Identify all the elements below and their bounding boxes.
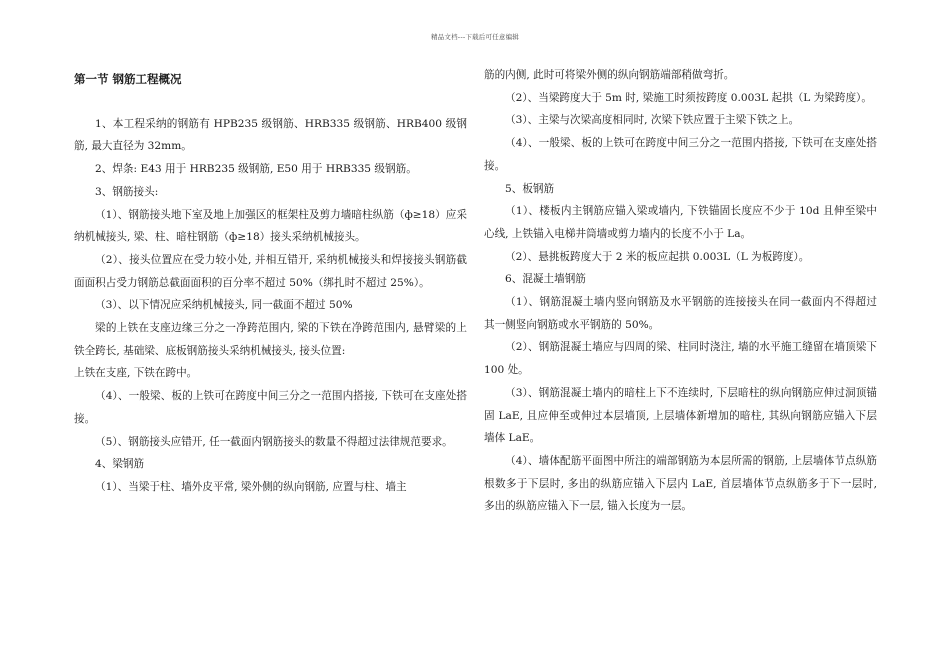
left-paragraph: 梁的上铁在支座边缘三分之一净跨范围内, 梁的下铁在净跨范围内, 悬臂梁的上铁全跨长, 基础梁、底板钢筋接头采纳机械接头, 接头位置:: [74, 322, 467, 357]
right-paragraph: 6、混凝土墙钢筋: [505, 273, 586, 286]
page-header-note: 精品文档---下载后可任意编辑: [430, 33, 520, 41]
right-paragraph: （4）、墙体配筋平面图中所注的端部钢筋为本层所需的钢筋, 上层墙体节点纵筋根数多于下层时, 多出的纵筋应锚入下层内 LaE, 首层墙体节点纵筋多于下一层时, 多出的纵筋应锚入下一层, 锚入长度为一层。: [484, 454, 877, 513]
left-paragraph: 上铁在支座, 下铁在跨中。: [74, 367, 198, 380]
right-paragraph: （1）、钢筋混凝土墙内竖向钢筋及水平钢筋的连接接头在同一截面内不得超过其一侧竖向钢筋或水平钢筋的 50%。: [484, 296, 877, 331]
left-paragraph: 2、焊条: E43 用于 HRB235 级钢筋, E50 用于 HRB335 级钢筋。: [95, 163, 417, 176]
left-paragraph: （4）、一般梁、板的上铁可在跨度中间三分之一范围内搭接, 下铁可在支座处搭接。: [74, 390, 467, 425]
left-column: [74, 64, 467, 499]
left-paragraph: （5）、钢筋接头应错开, 任一截面内钢筋接头的数量不得超过法律规范要求。: [95, 435, 453, 448]
right-column: [484, 64, 877, 518]
left-paragraph: （1）、当梁于柱、墙外皮平常, 梁外侧的纵向钢筋, 应置与柱、墙主: [95, 480, 407, 493]
left-paragraph: （2）、接头位置应在受力较小处, 并相互错开, 采纳机械接头和焊接接头钢筋截面面积占受力钢筋总截面面积的百分率不超过 50%（绑扎时不超过 25%）。: [74, 253, 467, 289]
section-title: 第一节 钢筋工程概况: [74, 72, 182, 86]
left-paragraph: （3）、以下情况应采纳机械接头, 同一截面不超过 50%: [95, 299, 353, 312]
left-column-body: [74, 113, 467, 499]
right-paragraph: 筋的内侧, 此时可将梁外侧的纵向钢筋端部稍做弯折。: [484, 69, 735, 81]
right-paragraph: （2）、悬挑板跨度大于 2 米的板应起拱 0.003L（L 为板跨度）。: [505, 250, 810, 263]
right-paragraph: （1）、楼板内主钢筋应锚入梁或墙内, 下铁锚固长度应不少于 10d 且伸至梁中心线, 上铁锚入电梯井筒墙或剪力墙内的长度不小于 La。: [484, 205, 877, 240]
right-paragraph: （2）、当梁跨度大于 5m 时, 梁施工时须按跨度 0.003L 起拱（L 为梁跨度）。: [505, 91, 872, 104]
right-paragraph: 5、板钢筋: [505, 182, 555, 195]
right-paragraph: （3）、主梁与次梁高度相同时, 次梁下铁应置于主梁下铁之上。: [505, 114, 800, 127]
right-paragraph: （2）、钢筋混凝土墙应与四周的梁、柱同时浇注, 墙的水平施工缝留在墙顶梁下 100 处。: [484, 341, 877, 377]
right-paragraph: （3）、钢筋混凝土墙内的暗柱上下不连续时, 下层暗柱的纵向钢筋应伸过洞顶锚固 LaE, 且应伸至或伸过本层墙顶, 上层墙体新增加的暗柱, 其纵向钢筋应锚入下层墙体 LaE。: [484, 386, 877, 445]
left-paragraph: （1）、钢筋接头地下室及地上加强区的框架柱及剪力墙暗柱纵筋（ф≥18）应采纳机械接头, 梁、柱、暗柱钢筋（ф≥18）接头采纳机械接头。: [74, 208, 467, 244]
left-paragraph: 4、梁钢筋: [95, 458, 145, 471]
right-column-body: [484, 64, 877, 518]
right-paragraph: （4）、一般梁、板的上铁可在跨度中间三分之一范围内搭接, 下铁可在支座处搭接。: [484, 137, 877, 172]
left-paragraph: 1、本工程采纳的钢筋有 HPB235 级钢筋、HRB335 级钢筋、HRB400 级钢筋, 最大直径为 32mm。: [74, 117, 467, 153]
left-paragraph: 3、钢筋接头:: [95, 185, 159, 198]
